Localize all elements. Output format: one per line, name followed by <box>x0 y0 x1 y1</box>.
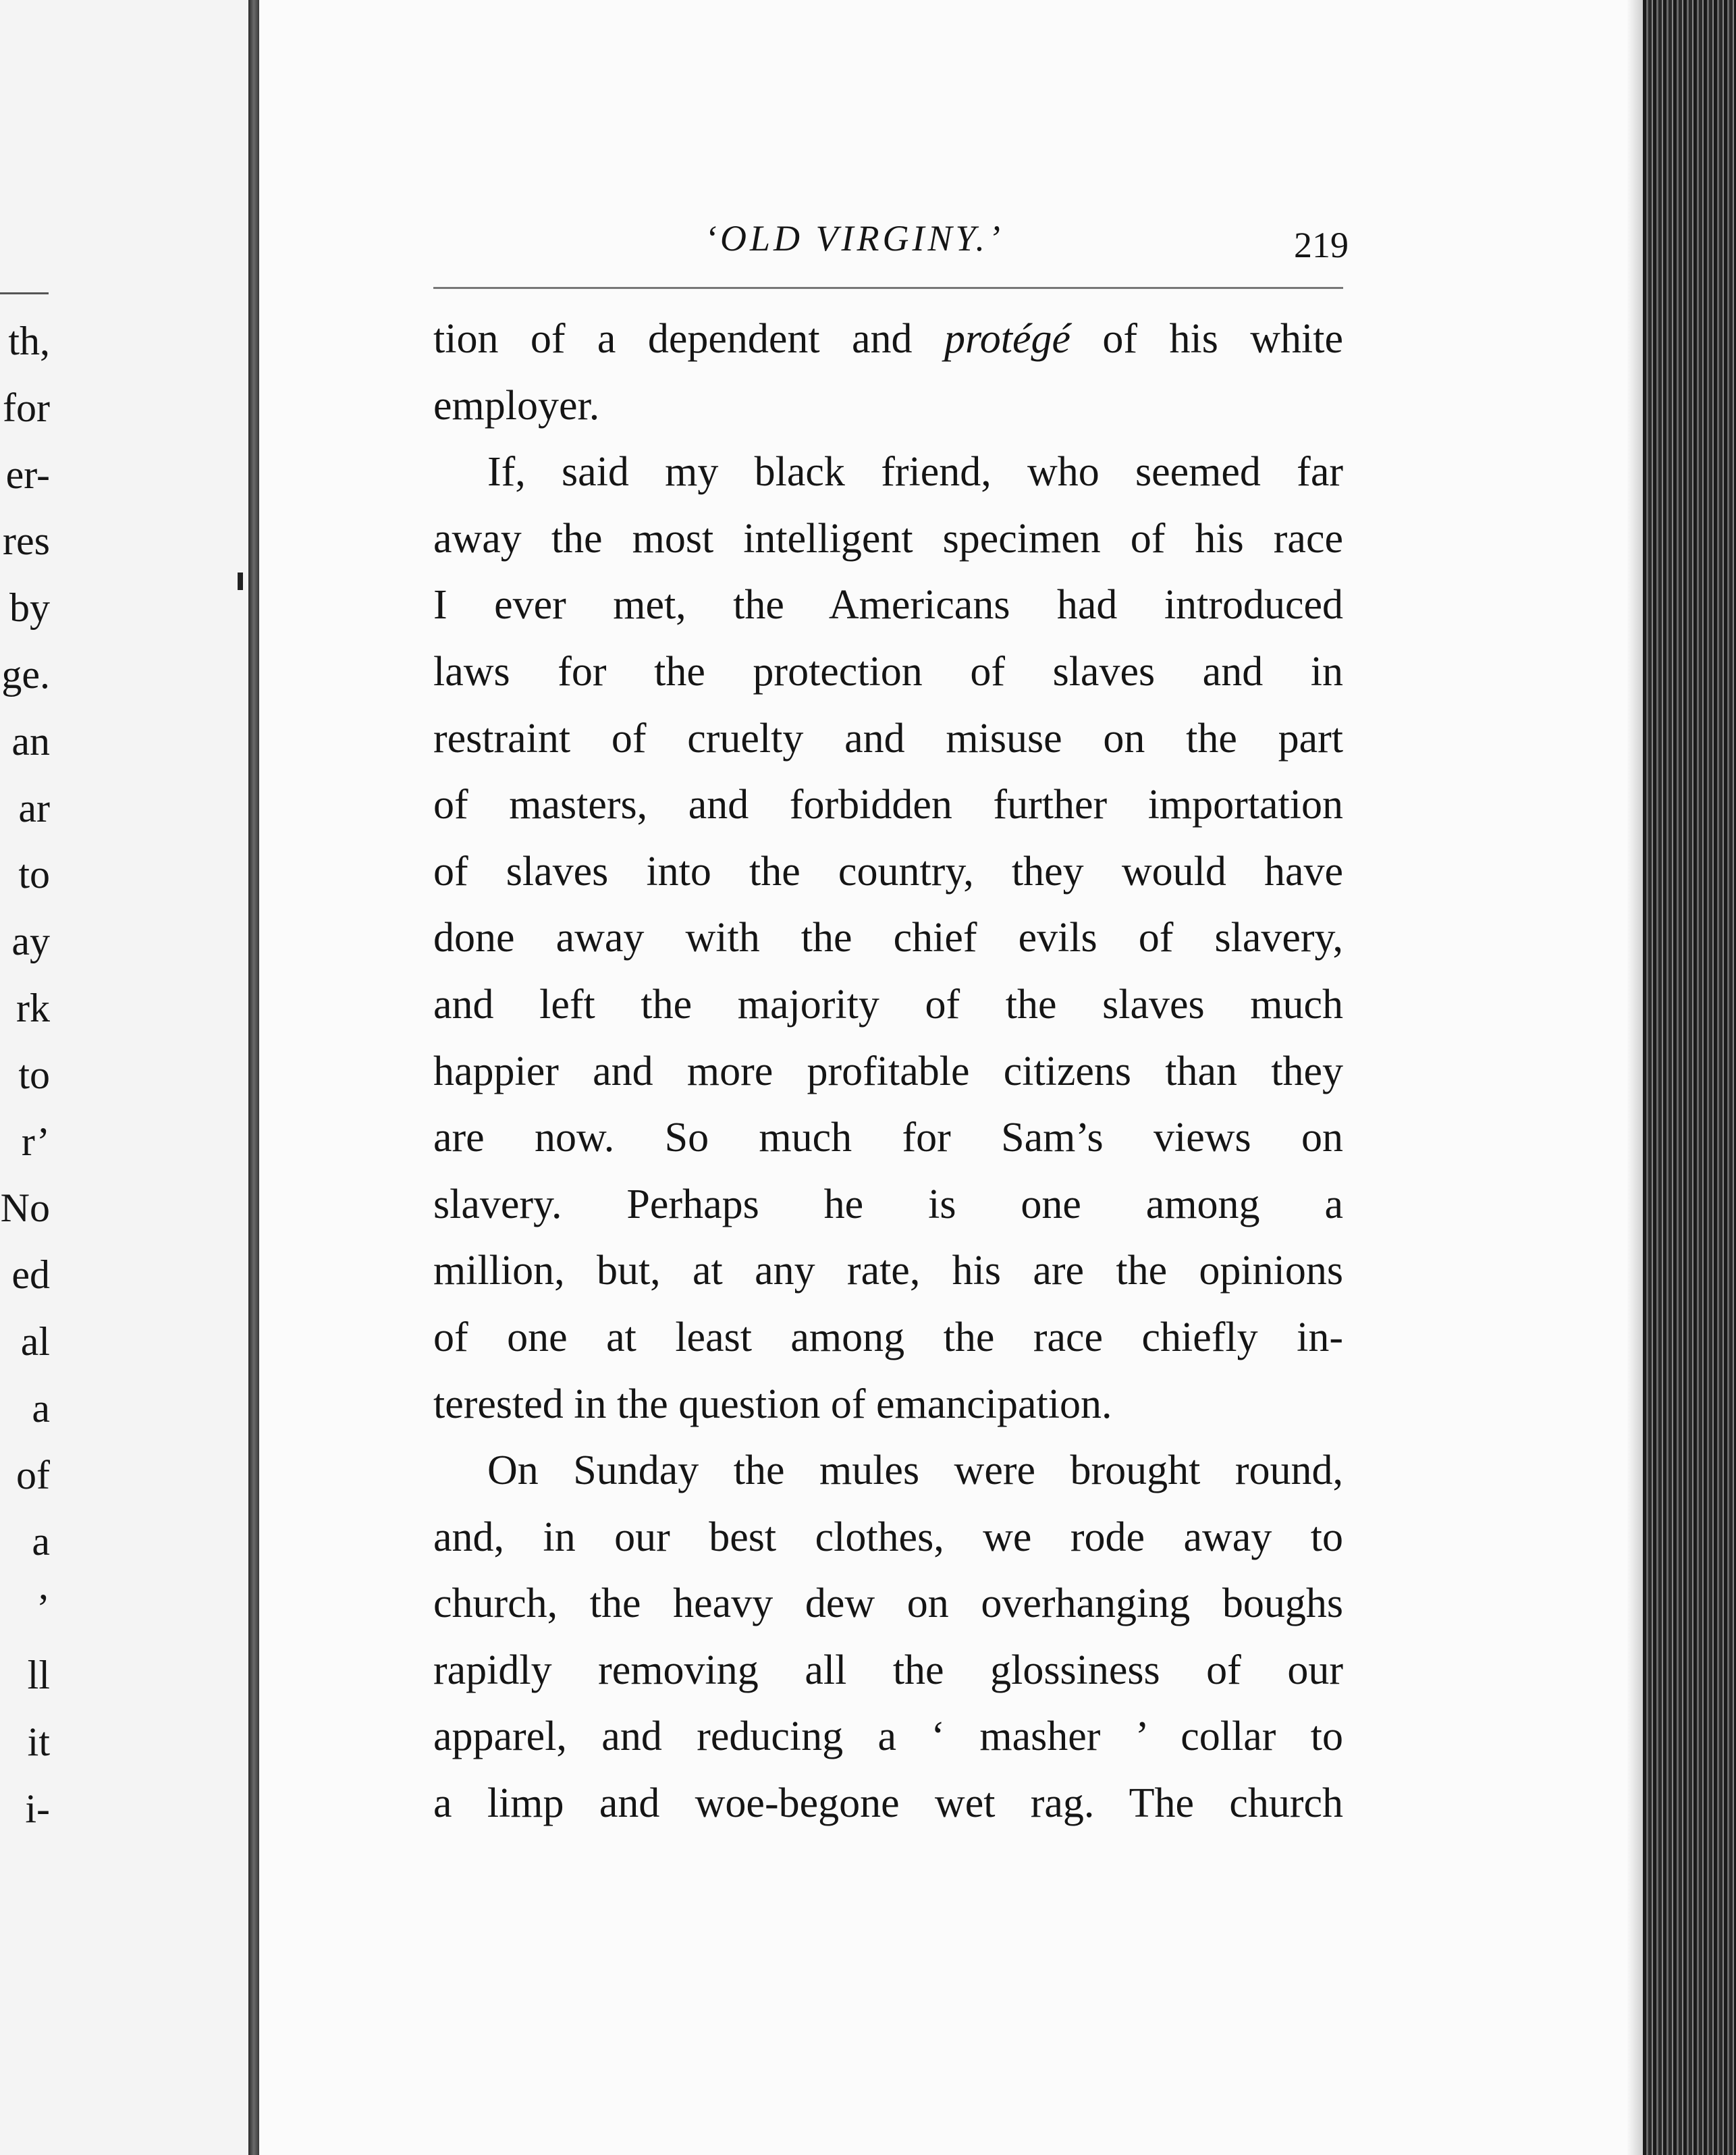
left-page-line-fragment: i- <box>25 1786 50 1831</box>
body-text-line: terested in the question of emancipation. <box>433 1381 1112 1427</box>
left-page-edge-mark <box>238 573 243 590</box>
body-text-line: of one at least among the race chiefly in- <box>433 1314 1343 1360</box>
body-text-line: If, said my black friend, who seemed far <box>487 449 1343 496</box>
body-text-line: of masters, and forbidden further importation <box>433 782 1343 828</box>
body-text-line <box>433 306 1343 373</box>
body-text-line: a limp and woe-begone wet rag. The church <box>433 1780 1343 1827</box>
left-page-line-fragment: ay <box>11 919 50 964</box>
page-number: 219 <box>1294 225 1349 265</box>
left-page-line-fragment: er- <box>5 452 50 497</box>
left-page-line-fragment: al <box>20 1319 50 1364</box>
body-text-line: done away with the chief evils of slavery, <box>433 915 1343 961</box>
body-text <box>433 306 1343 1837</box>
left-page-line-fragment: a <box>32 1385 50 1431</box>
body-text-line: are now. So much for Sam’s views on <box>433 1115 1343 1161</box>
left-page-line-fragment: an <box>11 718 50 764</box>
body-text-line: and, in our best clothes, we rode away to <box>433 1514 1343 1560</box>
body-text-line: employer. <box>433 382 600 429</box>
book-gutter <box>248 0 259 2155</box>
body-text-line: rapidly removing all the glossiness of our <box>433 1647 1343 1693</box>
left-page-line-fragment: ge. <box>1 651 50 697</box>
left-page-line-fragment: rk <box>16 985 50 1030</box>
left-page-line-fragment: No <box>0 1186 50 1231</box>
left-page-line-fragment: ed <box>11 1252 50 1298</box>
italic-term: protégé <box>944 316 1071 362</box>
left-page-line-fragment: ’ <box>36 1586 50 1631</box>
body-text-line: slavery. Perhaps he is one among a <box>433 1181 1343 1227</box>
body-text-segment: tion of a dependent and <box>433 316 944 362</box>
left-page-line-fragment: th, <box>8 319 50 363</box>
body-text-line: laws for the protection of slaves and in <box>433 648 1343 695</box>
page-fore-edge <box>1643 0 1736 2155</box>
left-page-line-fragment: a <box>32 1519 50 1564</box>
body-text-line: apparel, and reducing a ‘ masher ’ collar to <box>433 1713 1343 1760</box>
left-page-line-fragment: ll <box>27 1652 50 1697</box>
left-page-line-fragment: ar <box>18 785 50 830</box>
left-page-line-fragment: to <box>18 1052 50 1097</box>
body-text-line: of slaves into the country, they would have <box>433 848 1343 895</box>
body-text-line: and left the majority of the slaves much <box>433 981 1343 1028</box>
left-page-line-fragment: to <box>18 852 50 897</box>
body-text-line: million, but, at any rate, his are the opinions <box>433 1248 1343 1294</box>
body-text-line: I ever met, the Americans had introduced <box>433 582 1343 629</box>
body-text-line: happier and more profitable citizens than they <box>433 1048 1343 1094</box>
left-page-line-fragment: of <box>16 1452 50 1497</box>
body-text-line: church, the heavy dew on overhanging boughs <box>433 1580 1343 1627</box>
left-page-line-fragment: for <box>3 385 50 430</box>
left-page-line-fragment: it <box>27 1719 50 1764</box>
body-text-segment: of his white <box>1070 316 1343 362</box>
body-text-line: restraint of cruelty and misuse on the part <box>433 715 1343 762</box>
running-head-title: ‘OLD VIRGINY.’ <box>705 218 1004 259</box>
left-page-head-rule <box>0 292 49 294</box>
left-page-line-fragment: res <box>3 518 50 564</box>
left-page-line-fragment: by <box>9 585 50 631</box>
body-text-line: On Sunday the mules were brought round, <box>487 1447 1343 1494</box>
left-page-text <box>1 308 50 1842</box>
left-page-line-fragment: r’ <box>21 1119 50 1164</box>
body-text-line: away the most intelligent specimen of his race <box>433 515 1343 562</box>
running-head-rule <box>433 287 1343 289</box>
